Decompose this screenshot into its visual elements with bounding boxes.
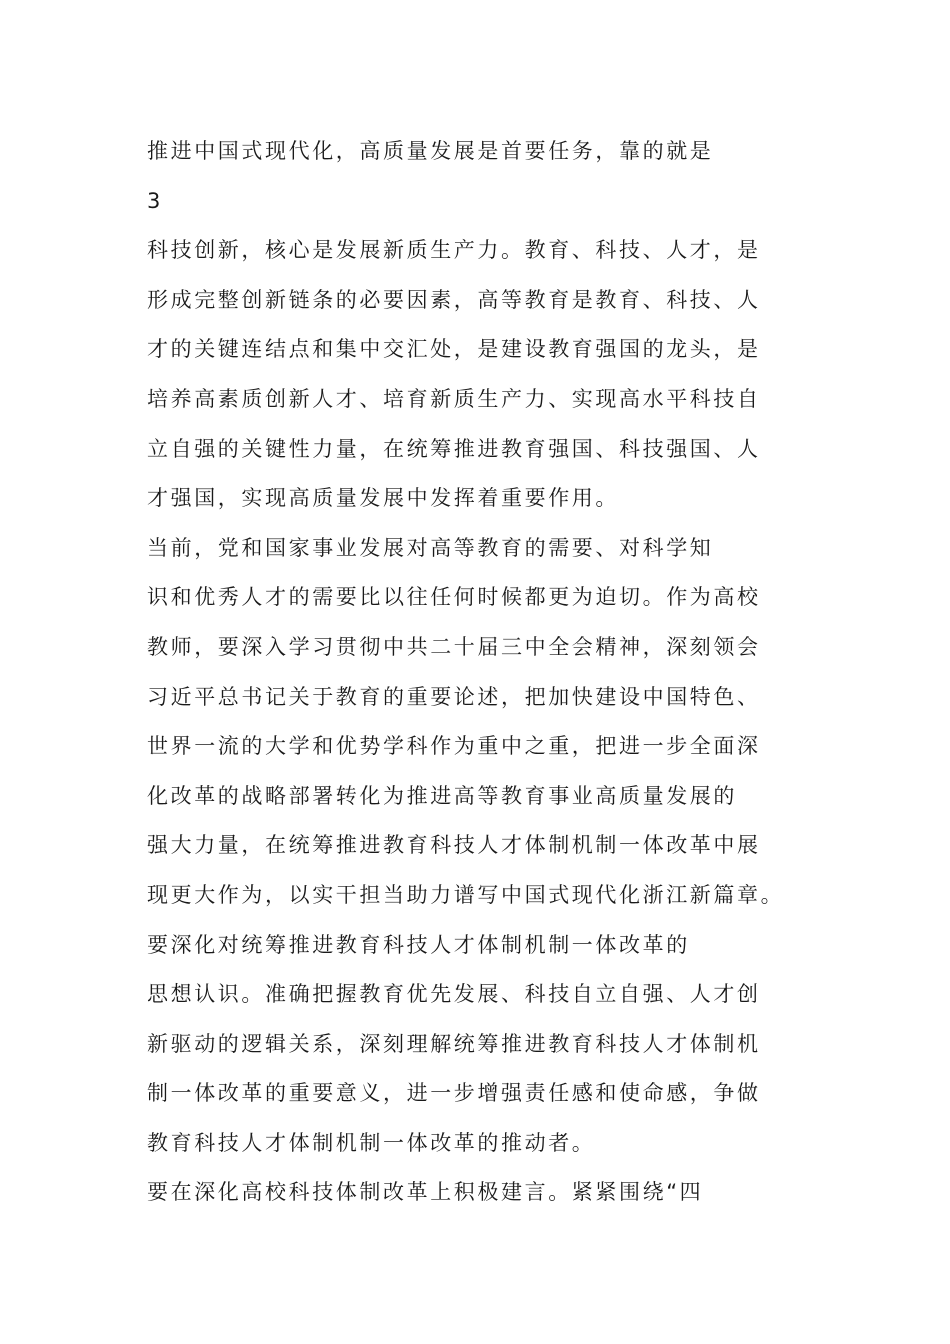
text-line: 识和优秀人才的需要比以往任何时候都更为迫切。作为高校 bbox=[147, 585, 761, 610]
text-line: 培养高素质创新人才、培育新质生产力、实现高水平科技自 bbox=[147, 386, 761, 411]
page-number: 3 bbox=[147, 188, 161, 213]
text-line: 要在深化高校科技体制改革上积极建言。紧紧围绕“四 bbox=[147, 1180, 704, 1205]
text-line: 形成完整创新链条的必要因素，高等教育是教育、科技、人 bbox=[147, 287, 761, 312]
body-text bbox=[147, 136, 867, 1227]
text-line: 教师，要深入学习贯彻中共二十届三中全会精神，深刻领会 bbox=[147, 634, 761, 659]
text-line: 强大力量，在统筹推进教育科技人才体制机制一体改革中展 bbox=[147, 833, 761, 858]
text-line: 现更大作为，以实干担当助力谱写中国式现代化浙江新篇章。 bbox=[147, 882, 785, 907]
text-line: 才强国，实现高质量发展中发挥着重要作用。 bbox=[147, 486, 619, 511]
text-line: 化改革的战略部署转化为推进高等教育事业高质量发展的 bbox=[147, 783, 737, 808]
text-line: 世界一流的大学和优势学科作为重中之重，把进一步全面深 bbox=[147, 734, 761, 759]
text-line: 新驱动的逻辑关系，深刻理解统筹推进教育科技人才体制机 bbox=[147, 1031, 761, 1056]
text-line: 当前，党和国家事业发展对高等教育的需要、对科学知 bbox=[147, 535, 714, 560]
text-line: 才的关键连结点和集中交汇处，是建设教育强国的龙头，是 bbox=[147, 337, 761, 362]
text-line: 科技创新，核心是发展新质生产力。教育、科技、人才，是 bbox=[147, 238, 761, 263]
text-line: 推进中国式现代化，高质量发展是首要任务，靠的就是 bbox=[147, 139, 714, 163]
text-line: 思想认识。准确把握教育优先发展、科技自立自强、人才创 bbox=[147, 982, 761, 1007]
text-line: 教育科技人才体制机制一体改革的推动者。 bbox=[147, 1130, 596, 1155]
text-line: 要深化对统筹推进教育科技人才体制机制一体改革的 bbox=[147, 932, 690, 957]
text-line: 立自强的关键性力量，在统筹推进教育强国、科技强国、人 bbox=[147, 436, 761, 461]
text-line: 习近平总书记关于教育的重要论述，把加快建设中国特色、 bbox=[147, 684, 761, 709]
text-line: 制一体改革的重要意义，进一步增强责任感和使命感，争做 bbox=[147, 1081, 761, 1106]
